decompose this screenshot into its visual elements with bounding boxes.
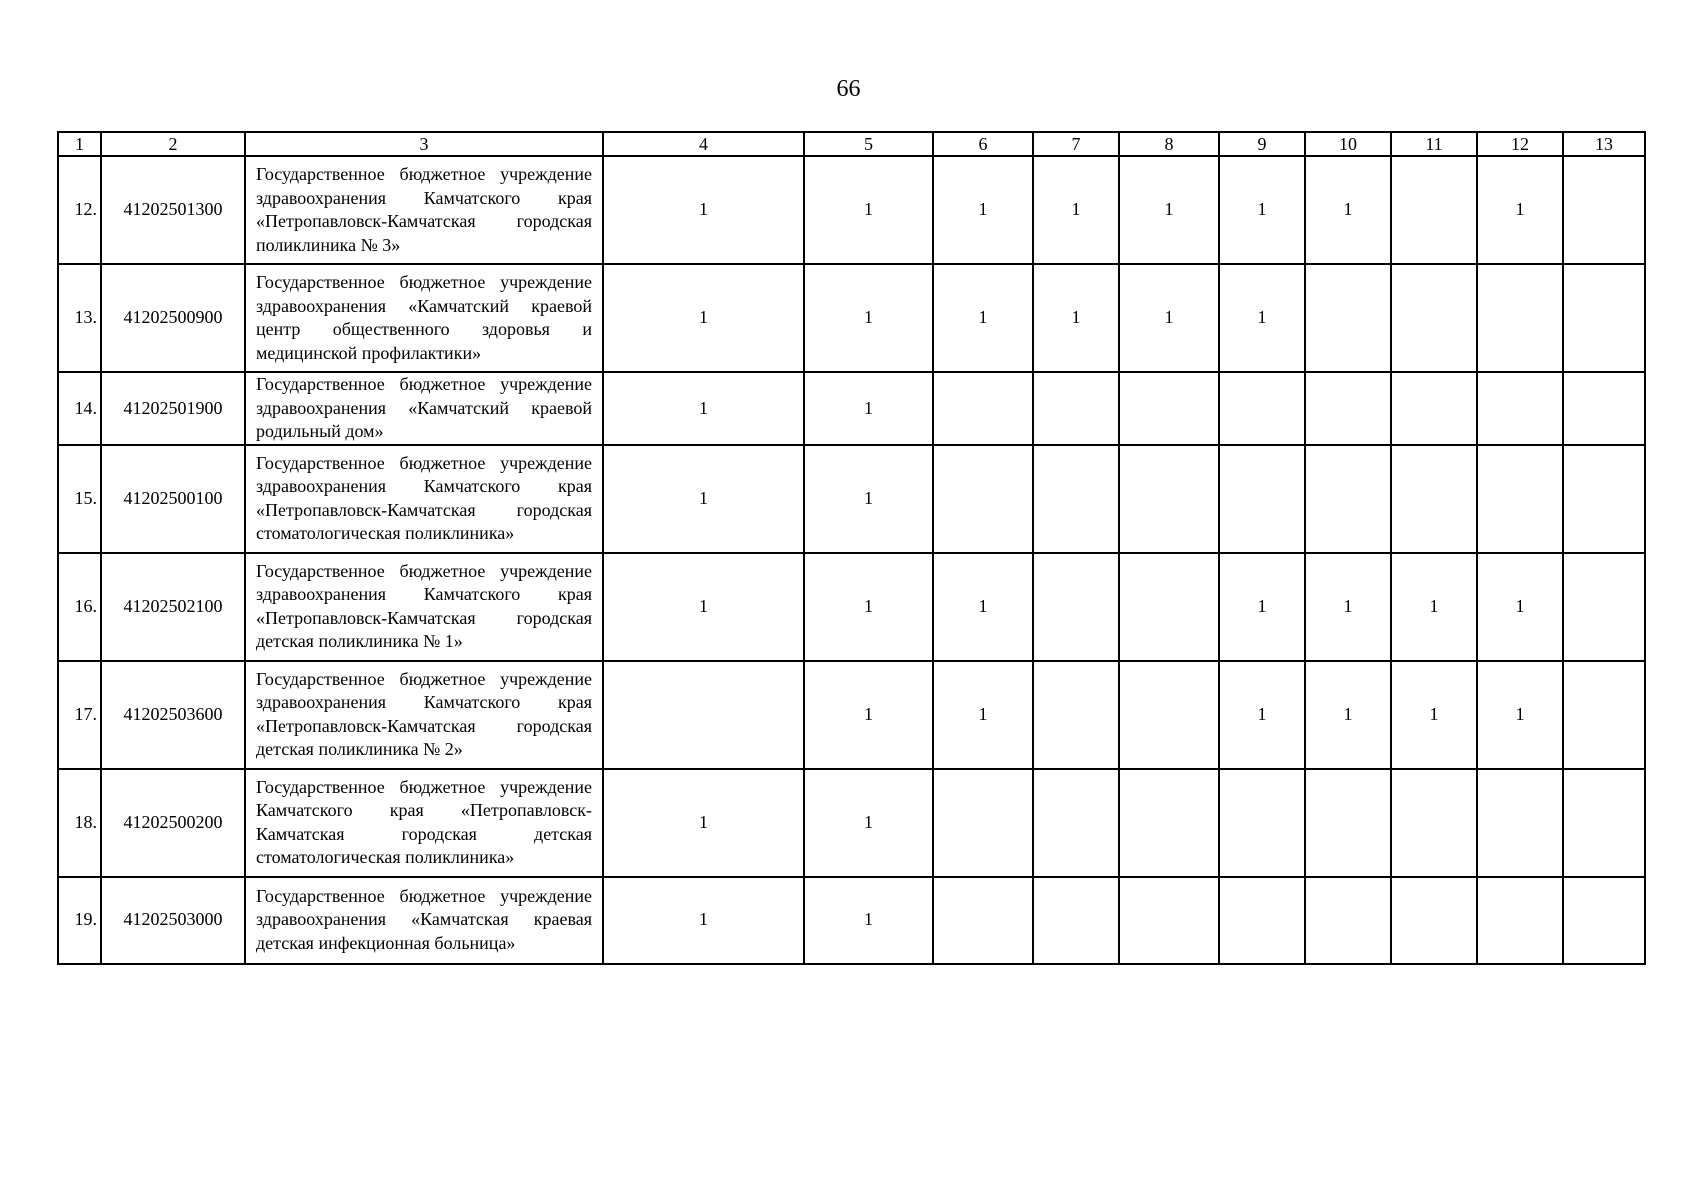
- value-cell-col-5: 1: [804, 156, 933, 264]
- value-cell-col-5: 1: [804, 877, 933, 964]
- value-cell-col-4: 1: [603, 156, 804, 264]
- value-cell-col-13: [1563, 877, 1645, 964]
- value-cell-col-9: [1219, 769, 1305, 877]
- value-cell-col-11: 1: [1391, 661, 1477, 769]
- value-cell-col-12: 1: [1477, 553, 1563, 661]
- row-number: 15.: [58, 445, 101, 553]
- value-cell-col-8: [1119, 372, 1219, 445]
- column-header: 2: [101, 132, 245, 156]
- value-cell-col-4: 1: [603, 769, 804, 877]
- value-cell-col-6: [933, 445, 1033, 553]
- row-number: 19.: [58, 877, 101, 964]
- value-cell-col-10: [1305, 877, 1391, 964]
- column-header: 1: [58, 132, 101, 156]
- value-cell-col-8: 1: [1119, 156, 1219, 264]
- value-cell-col-8: 1: [1119, 264, 1219, 372]
- value-cell-col-11: [1391, 156, 1477, 264]
- value-cell-col-5: 1: [804, 264, 933, 372]
- value-cell-col-12: [1477, 769, 1563, 877]
- value-cell-col-13: [1563, 661, 1645, 769]
- institution-name: Государственное бюджетное учреждение здравоохранения Камчатского края «Петропавловск-Камчатская городская детская поликлиника № 1»: [245, 553, 603, 661]
- value-cell-col-11: 1: [1391, 553, 1477, 661]
- table-body: [58, 132, 1645, 964]
- value-cell-col-8: [1119, 769, 1219, 877]
- table-header-row: [58, 132, 1645, 156]
- table-row: [58, 877, 1645, 964]
- column-header: 10: [1305, 132, 1391, 156]
- value-cell-col-11: [1391, 445, 1477, 553]
- row-number: 14.: [58, 372, 101, 445]
- institution-name: Государственное бюджетное учреждение здравоохранения «Камчатская краевая детская инфекционная больница»: [245, 877, 603, 964]
- value-cell-col-13: [1563, 156, 1645, 264]
- value-cell-col-9: [1219, 372, 1305, 445]
- column-header: 6: [933, 132, 1033, 156]
- institutions-table: [57, 131, 1646, 965]
- value-cell-col-12: [1477, 372, 1563, 445]
- value-cell-col-11: [1391, 264, 1477, 372]
- value-cell-col-7: [1033, 372, 1119, 445]
- value-cell-col-8: [1119, 661, 1219, 769]
- column-header: 13: [1563, 132, 1645, 156]
- institution-name: Государственное бюджетное учреждение здравоохранения Камчатского края «Петропавловск-Камчатская городская поликлиника № 3»: [245, 156, 603, 264]
- value-cell-col-6: 1: [933, 553, 1033, 661]
- value-cell-col-10: [1305, 769, 1391, 877]
- value-cell-col-8: [1119, 877, 1219, 964]
- institution-code: 41202502100: [101, 553, 245, 661]
- value-cell-col-6: [933, 877, 1033, 964]
- institution-name: Государственное бюджетное учреждение здравоохранения Камчатского края «Петропавловск-Камчатская городская стоматологическая поликлиника»: [245, 445, 603, 553]
- value-cell-col-4: 1: [603, 372, 804, 445]
- column-header: 9: [1219, 132, 1305, 156]
- column-header: 7: [1033, 132, 1119, 156]
- institution-code: 41202500100: [101, 445, 245, 553]
- value-cell-col-12: [1477, 877, 1563, 964]
- value-cell-col-5: 1: [804, 661, 933, 769]
- value-cell-col-4: 1: [603, 445, 804, 553]
- value-cell-col-6: [933, 769, 1033, 877]
- institution-code: 41202500900: [101, 264, 245, 372]
- value-cell-col-11: [1391, 372, 1477, 445]
- value-cell-col-5: 1: [804, 445, 933, 553]
- value-cell-col-10: [1305, 264, 1391, 372]
- table-row: [58, 769, 1645, 877]
- institution-name: Государственное бюджетное учреждение здравоохранения Камчатского края «Петропавловск-Камчатская городская детская поликлиника № 2»: [245, 661, 603, 769]
- row-number: 12.: [58, 156, 101, 264]
- value-cell-col-10: 1: [1305, 553, 1391, 661]
- value-cell-col-4: 1: [603, 264, 804, 372]
- institution-name: Государственное бюджетное учреждение здравоохранения «Камчатский краевой центр общественного здоровья и медицинской профилактики»: [245, 264, 603, 372]
- value-cell-col-10: 1: [1305, 661, 1391, 769]
- value-cell-col-9: 1: [1219, 553, 1305, 661]
- value-cell-col-4: 1: [603, 877, 804, 964]
- table-row: [58, 156, 1645, 264]
- value-cell-col-9: 1: [1219, 264, 1305, 372]
- column-header: 11: [1391, 132, 1477, 156]
- value-cell-col-6: 1: [933, 156, 1033, 264]
- value-cell-col-12: 1: [1477, 156, 1563, 264]
- table-row: [58, 372, 1645, 445]
- column-header: 5: [804, 132, 933, 156]
- value-cell-col-9: 1: [1219, 156, 1305, 264]
- column-header: 8: [1119, 132, 1219, 156]
- value-cell-col-7: [1033, 553, 1119, 661]
- value-cell-col-9: [1219, 877, 1305, 964]
- value-cell-col-7: [1033, 769, 1119, 877]
- value-cell-col-13: [1563, 553, 1645, 661]
- row-number: 17.: [58, 661, 101, 769]
- value-cell-col-6: 1: [933, 264, 1033, 372]
- value-cell-col-11: [1391, 877, 1477, 964]
- value-cell-col-4: 1: [603, 553, 804, 661]
- value-cell-col-10: [1305, 372, 1391, 445]
- value-cell-col-10: [1305, 445, 1391, 553]
- institution-code: 41202500200: [101, 769, 245, 877]
- value-cell-col-12: [1477, 264, 1563, 372]
- value-cell-col-6: [933, 372, 1033, 445]
- institution-name: Государственное бюджетное учреждение здравоохранения «Камчатский краевой родильный дом»: [245, 372, 603, 445]
- value-cell-col-8: [1119, 445, 1219, 553]
- value-cell-col-7: [1033, 877, 1119, 964]
- value-cell-col-13: [1563, 445, 1645, 553]
- column-header: 3: [245, 132, 603, 156]
- value-cell-col-9: 1: [1219, 661, 1305, 769]
- page-number: 66: [836, 76, 861, 102]
- value-cell-col-5: 1: [804, 372, 933, 445]
- value-cell-col-12: 1: [1477, 661, 1563, 769]
- value-cell-col-9: [1219, 445, 1305, 553]
- value-cell-col-7: 1: [1033, 264, 1119, 372]
- value-cell-col-7: 1: [1033, 156, 1119, 264]
- table-row: [58, 553, 1645, 661]
- value-cell-col-7: [1033, 445, 1119, 553]
- institution-code: 41202503600: [101, 661, 245, 769]
- table-row: [58, 661, 1645, 769]
- column-header: 4: [603, 132, 804, 156]
- value-cell-col-10: 1: [1305, 156, 1391, 264]
- institution-name: Государственное бюджетное учреждение Камчатского края «Петропавловск-Камчатская городская детская стоматологическая поликлиника»: [245, 769, 603, 877]
- value-cell-col-6: 1: [933, 661, 1033, 769]
- value-cell-col-8: [1119, 553, 1219, 661]
- value-cell-col-11: [1391, 769, 1477, 877]
- column-header: 12: [1477, 132, 1563, 156]
- value-cell-col-7: [1033, 661, 1119, 769]
- row-number: 18.: [58, 769, 101, 877]
- value-cell-col-12: [1477, 445, 1563, 553]
- value-cell-col-13: [1563, 264, 1645, 372]
- institution-code: 41202501900: [101, 372, 245, 445]
- row-number: 16.: [58, 553, 101, 661]
- value-cell-col-5: 1: [804, 769, 933, 877]
- institution-code: 41202503000: [101, 877, 245, 964]
- value-cell-col-4: [603, 661, 804, 769]
- value-cell-col-5: 1: [804, 553, 933, 661]
- value-cell-col-13: [1563, 372, 1645, 445]
- table-row: [58, 264, 1645, 372]
- value-cell-col-13: [1563, 769, 1645, 877]
- row-number: 13.: [58, 264, 101, 372]
- table-row: [58, 445, 1645, 553]
- institution-code: 41202501300: [101, 156, 245, 264]
